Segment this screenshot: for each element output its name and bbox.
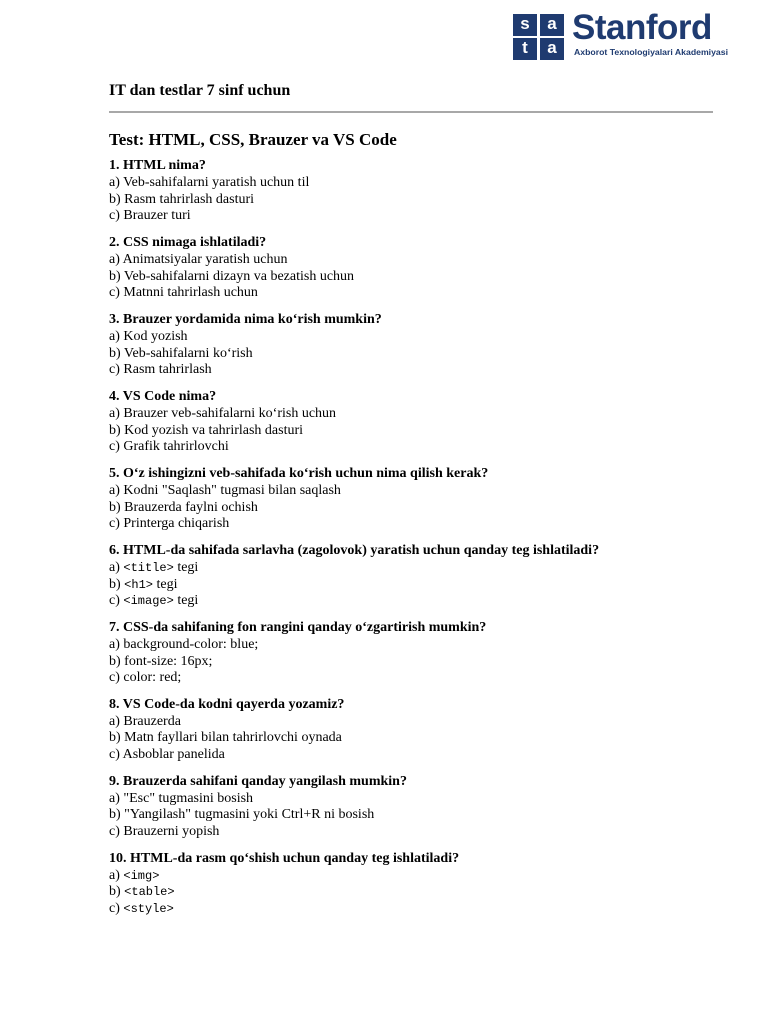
answer-option <box>109 192 729 209</box>
option-text: Veb-sahifalarni dizayn va bezatish uchun <box>123 268 355 284</box>
answer-option <box>109 439 729 456</box>
answer-option <box>109 560 729 577</box>
option-text: background-color: blue; <box>123 636 259 652</box>
option-letter: c) <box>109 824 124 840</box>
option-letter: a) <box>109 790 124 806</box>
question-text: 8. VS Code-da kodni qayerda yozamiz? <box>109 696 345 712</box>
question-block <box>109 312 729 379</box>
option-text: Asboblar panelida <box>122 747 225 763</box>
logo-name: Stanford <box>572 8 712 47</box>
answer-option <box>109 791 729 808</box>
question-block <box>109 697 729 764</box>
option-letter: b) <box>109 730 125 746</box>
answer-option <box>109 483 729 500</box>
logo-letter-s: s <box>513 14 537 36</box>
answer-option <box>109 269 729 286</box>
option-text: Brauzerda <box>123 713 181 729</box>
option-suffix: tegi <box>173 593 199 609</box>
option-letter: a) <box>109 251 123 267</box>
answer-option <box>109 577 729 594</box>
option-letter: c) <box>109 285 124 301</box>
title-divider <box>109 111 713 113</box>
answer-option <box>109 285 729 302</box>
option-text: "Esc" tugmasini bosish <box>123 790 254 806</box>
option-text: Matn fayllari bilan tahrirlovchi oynada <box>124 730 342 746</box>
option-text: Veb-sahifalarni ko‘rish <box>123 345 253 361</box>
answer-option <box>109 423 729 440</box>
answer-option <box>109 500 729 517</box>
answer-option <box>109 747 729 764</box>
logo-letter-t: t <box>513 38 537 60</box>
option-text: Grafik tahrirlovchi <box>123 439 229 455</box>
option-letter: a) <box>109 713 124 729</box>
option-text: Brauzerni yopish <box>123 824 220 840</box>
answer-option <box>109 670 729 687</box>
option-letter: b) <box>109 268 124 284</box>
option-letter: c) <box>109 670 124 686</box>
option-letter: b) <box>109 422 125 438</box>
answer-option <box>109 714 729 731</box>
option-text: Veb-sahifalarni yaratish uchun til <box>123 174 310 190</box>
question-text: 9. Brauzerda sahifani qanday yangilash mumkin? <box>109 773 407 789</box>
answer-option <box>109 208 729 225</box>
option-suffix: tegi <box>152 576 178 592</box>
option-letter: b) <box>109 884 125 900</box>
question-block <box>109 851 729 918</box>
option-text: Animatsiyalar yaratish uchun <box>122 251 288 267</box>
question-text: 6. HTML-da sahifada sarlavha (zagolovok) yaratish uchun qanday teg ishlatiladi? <box>109 542 600 558</box>
answer-option <box>109 406 729 423</box>
option-letter: c) <box>109 362 124 378</box>
option-letter: c) <box>109 208 124 224</box>
answer-option <box>109 884 729 901</box>
question-block <box>109 466 729 533</box>
question-text: 4. VS Code nima? <box>109 388 217 404</box>
option-letter: c) <box>109 516 124 532</box>
question-block <box>109 158 729 225</box>
answer-option <box>109 654 729 671</box>
answer-option <box>109 593 729 610</box>
option-letter: c) <box>109 901 124 917</box>
question-block <box>109 543 729 610</box>
answer-option <box>109 252 729 269</box>
test-title: Test: HTML, CSS, Brauzer va VS Code <box>109 130 397 149</box>
option-letter: b) <box>109 191 125 207</box>
option-text: "Yangilash" tugmasini yoki Ctrl+R ni bosish <box>124 807 375 823</box>
option-suffix: tegi <box>173 559 199 575</box>
option-letter: b) <box>109 499 125 515</box>
question-text: 3. Brauzer yordamida nima ko‘rish mumkin? <box>109 311 382 327</box>
option-text: Kod yozish <box>123 328 188 344</box>
option-text: Printerga chiqarish <box>123 516 230 532</box>
answer-option <box>109 901 729 918</box>
option-code: <table> <box>124 885 175 900</box>
option-letter: a) <box>109 328 124 344</box>
question-list <box>109 158 729 928</box>
answer-option <box>109 868 729 885</box>
option-letter: c) <box>109 593 124 609</box>
option-code: <title> <box>123 560 174 575</box>
option-letter: a) <box>109 559 124 575</box>
answer-option <box>109 516 729 533</box>
answer-option <box>109 175 729 192</box>
option-letter: b) <box>109 345 124 361</box>
logo-subtitle: Axborot Texnologiyalari Akademiyasi <box>574 47 729 57</box>
question-text: 10. HTML-da rasm qo‘shish uchun qanday teg ishlatiladi? <box>109 850 460 866</box>
answer-option <box>109 362 729 379</box>
option-text: Brauzer turi <box>123 208 191 224</box>
question-text: 7. CSS-da sahifaning fon rangini qanday o‘zgartirish mumkin? <box>109 619 487 635</box>
answer-option <box>109 730 729 747</box>
option-text: Rasm tahrirlash dasturi <box>124 191 255 207</box>
option-text: Kod yozish va tahrirlash dasturi <box>124 422 304 438</box>
option-letter: c) <box>109 439 124 455</box>
option-text: Brauzerda faylni ochish <box>124 499 258 515</box>
option-letter: a) <box>109 867 124 883</box>
answer-option <box>109 637 729 654</box>
option-letter: c) <box>109 747 123 763</box>
answer-option <box>109 329 729 346</box>
option-text: font-size: 16px; <box>124 653 213 669</box>
question-text: 5. O‘z ishingizni veb-sahifada ko‘rish uchun nima qilish kerak? <box>109 465 489 481</box>
question-block <box>109 389 729 456</box>
question-block <box>109 235 729 302</box>
logo-letter-a: a <box>540 14 564 36</box>
option-text: Matnni tahrirlash uchun <box>123 285 258 301</box>
option-letter: b) <box>109 807 125 823</box>
option-letter: a) <box>109 636 124 652</box>
document-title: IT dan testlar 7 sinf uchun <box>109 82 291 99</box>
option-text: Brauzer veb-sahifalarni ko‘rish uchun <box>123 405 337 421</box>
option-letter: a) <box>109 174 124 190</box>
option-letter: b) <box>109 576 125 592</box>
logo-letter-a-2: a <box>540 38 564 60</box>
answer-option <box>109 346 729 363</box>
stanford-logo <box>513 8 748 62</box>
option-code: <style> <box>123 902 174 917</box>
question-block <box>109 774 729 841</box>
question-text: 1. HTML nima? <box>109 158 206 173</box>
option-code: <h1> <box>124 577 153 592</box>
answer-option <box>109 807 729 824</box>
option-letter: a) <box>109 482 124 498</box>
option-code: <image> <box>123 594 174 609</box>
logo-mark <box>513 14 565 60</box>
question-text: 2. CSS nimaga ishlatiladi? <box>109 234 267 250</box>
option-code: <img> <box>123 868 160 883</box>
option-text: Rasm tahrirlash <box>123 362 212 378</box>
option-text: Kodni "Saqlash" tugmasi bilan saqlash <box>123 482 341 498</box>
option-letter: a) <box>109 405 124 421</box>
answer-option <box>109 824 729 841</box>
question-block <box>109 620 729 687</box>
option-letter: b) <box>109 653 125 669</box>
option-text: color: red; <box>123 670 182 686</box>
